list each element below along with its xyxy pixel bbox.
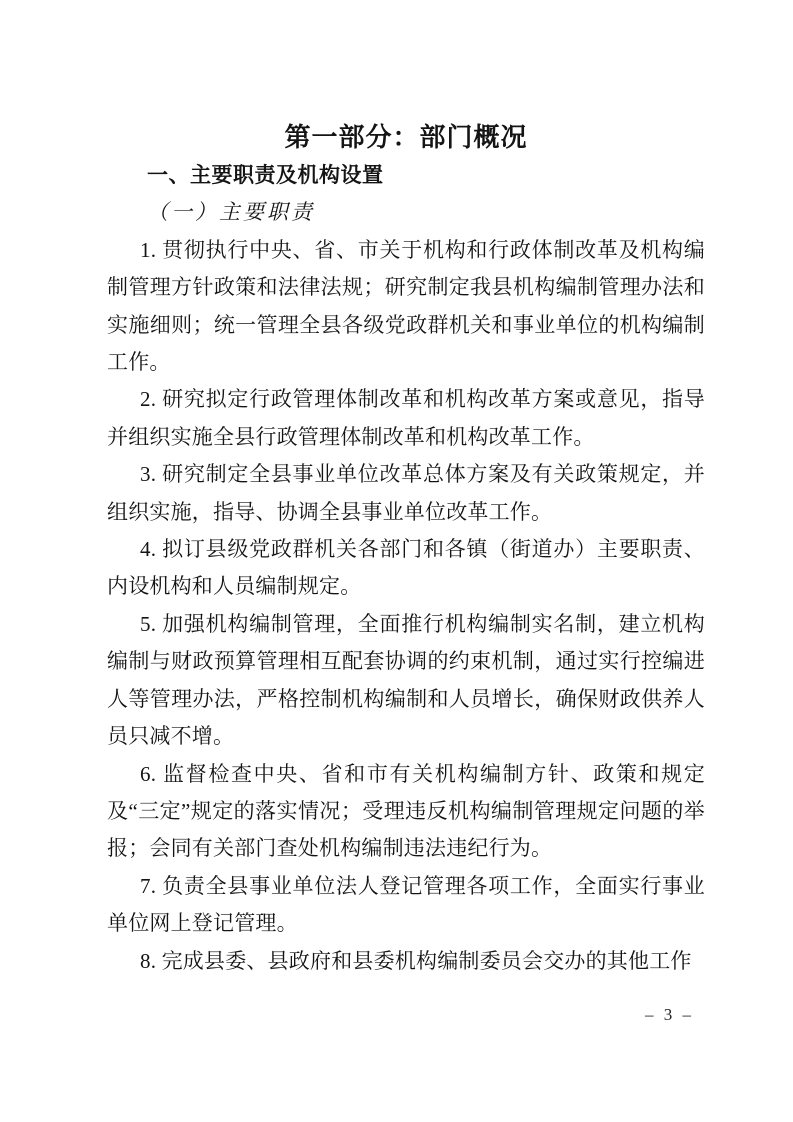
paragraph-duty-3: 3. 研究制定全县事业单位改革总体方案及有关政策规定，并组织实施，指导、协调全县事业单位改革工作。 — [107, 462, 705, 524]
page-number: – 3 – — [645, 1005, 694, 1024]
paragraph-duty-7: 7. 负责全县事业单位法人登记管理各项工作，全面实行事业单位网上登记管理。 — [107, 873, 705, 936]
document-title: 第一部分：部门概况 — [284, 123, 528, 152]
paragraph-duty-1: 1. 贯彻执行中央、省、市关于机构和行政体制改革及机构编制管理方针政策和法律法规；研究制定我县机构编制管理办法和实施细则；统一管理全县各级党政群机关和事业单位的机构编制工作。 — [107, 237, 705, 375]
paragraph-duty-2: 2. 研究拟定行政管理体制改革和机构改革方案或意见，指导并组织实施全县行政管理体制改革和机构改革工作。 — [107, 387, 705, 449]
section-heading: 一、主要职责及机构设置 — [147, 164, 384, 187]
paragraph-duty-4: 4. 拟订县级党政群机关各部门和各镇（街道办）主要职责、内设机构和人员编制规定。 — [107, 537, 705, 599]
paragraph-duty-6: 6. 监督检查中央、省和市有关机构编制方针、政策和规定及“三定”规定的落实情况；受理违反机构编制管理规定问题的举报；会同有关部门查处机构编制违法违纪行为。 — [107, 761, 705, 861]
paragraph-duty-5: 5. 加强机构编制管理，全面推行机构编制实名制，建立机构编制与财政预算管理相互配套协调的约束机制，通过实行控编进人等管理办法，严格控制机构编制和人员增长，确保财政供养人员只减不增。 — [107, 611, 705, 749]
paragraph-duty-8: 8. 完成县委、县政府和县委机构编制委员会交办的其他工作 — [140, 948, 692, 973]
subsection-heading: （一）主要职责 — [147, 200, 315, 225]
